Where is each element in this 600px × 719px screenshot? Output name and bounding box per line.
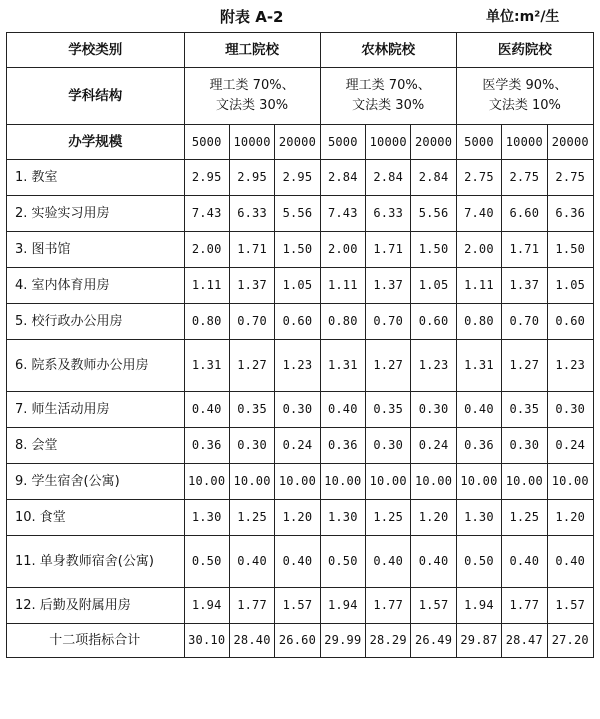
value-cell: 1.20 — [411, 500, 456, 536]
table-row — [7, 304, 594, 340]
value-cell: 6.60 — [502, 196, 547, 232]
table-row — [7, 500, 594, 536]
value-cell: 0.50 — [456, 536, 501, 588]
table-row — [7, 268, 594, 304]
scale-cell: 10000 — [366, 125, 411, 160]
value-cell: 0.70 — [229, 304, 274, 340]
row-label: 7. 师生活动用房 — [7, 392, 185, 428]
row-label: 6. 院系及教师办公用房 — [7, 340, 185, 392]
value-cell: 1.25 — [229, 500, 274, 536]
scale-cell: 5000 — [456, 125, 501, 160]
value-cell: 1.31 — [320, 340, 365, 392]
value-cell: 1.37 — [229, 268, 274, 304]
value-cell: 1.31 — [456, 340, 501, 392]
structure-cell — [320, 68, 456, 125]
group-header: 农林院校 — [320, 33, 456, 68]
value-cell: 28.47 — [502, 624, 547, 658]
value-cell: 7.43 — [320, 196, 365, 232]
value-cell: 1.57 — [547, 588, 594, 624]
structure-label: 学科结构 — [7, 68, 185, 125]
value-cell: 2.84 — [320, 160, 365, 196]
scale-cell: 20000 — [411, 125, 456, 160]
table-row — [7, 428, 594, 464]
unit-label: 单位:m²/生 — [486, 9, 560, 25]
table-row — [7, 196, 594, 232]
total-row — [7, 624, 594, 658]
value-cell: 10.00 — [366, 464, 411, 500]
value-cell: 0.35 — [229, 392, 274, 428]
row-label: 5. 校行政办公用房 — [7, 304, 185, 340]
value-cell: 1.23 — [547, 340, 594, 392]
scale-cell: 20000 — [275, 125, 320, 160]
value-cell: 0.40 — [275, 536, 320, 588]
table-row — [7, 464, 594, 500]
school-type-label: 学校类别 — [7, 33, 185, 68]
value-cell: 1.11 — [456, 268, 501, 304]
value-cell: 29.87 — [456, 624, 501, 658]
group-header: 医药院校 — [456, 33, 593, 68]
structure-line: 文法类 30% — [216, 98, 289, 113]
value-cell: 1.11 — [320, 268, 365, 304]
value-cell: 0.60 — [411, 304, 456, 340]
value-cell: 1.31 — [184, 340, 229, 392]
value-cell: 0.30 — [547, 392, 594, 428]
scale-cell: 5000 — [320, 125, 365, 160]
total-label: 十二项指标合计 — [7, 624, 185, 658]
table-caption — [0, 2, 600, 30]
table-row — [7, 536, 594, 588]
table-row — [7, 588, 594, 624]
value-cell: 1.94 — [320, 588, 365, 624]
value-cell: 0.24 — [275, 428, 320, 464]
value-cell: 0.80 — [320, 304, 365, 340]
value-cell: 2.00 — [184, 232, 229, 268]
value-cell: 1.77 — [366, 588, 411, 624]
value-cell: 1.37 — [502, 268, 547, 304]
area-index-table — [6, 32, 594, 658]
value-cell: 1.23 — [411, 340, 456, 392]
value-cell: 1.11 — [184, 268, 229, 304]
value-cell: 1.30 — [184, 500, 229, 536]
group-header: 理工院校 — [184, 33, 320, 68]
structure-cell — [456, 68, 593, 125]
value-cell: 0.35 — [366, 392, 411, 428]
structure-line: 文法类 30% — [352, 98, 425, 113]
value-cell: 0.40 — [229, 536, 274, 588]
value-cell: 1.37 — [366, 268, 411, 304]
value-cell: 1.05 — [547, 268, 594, 304]
value-cell: 10.00 — [229, 464, 274, 500]
table-row — [7, 392, 594, 428]
value-cell: 10.00 — [184, 464, 229, 500]
value-cell: 10.00 — [456, 464, 501, 500]
value-cell: 1.05 — [411, 268, 456, 304]
value-cell: 2.75 — [547, 160, 594, 196]
value-cell: 1.71 — [366, 232, 411, 268]
value-cell: 0.40 — [502, 536, 547, 588]
value-cell: 26.60 — [275, 624, 320, 658]
scale-cell: 10000 — [502, 125, 547, 160]
value-cell: 0.30 — [411, 392, 456, 428]
value-cell: 1.05 — [275, 268, 320, 304]
value-cell: 1.77 — [502, 588, 547, 624]
structure-line: 理工类 70%、 — [209, 78, 295, 93]
value-cell: 10.00 — [320, 464, 365, 500]
row-label: 8. 会堂 — [7, 428, 185, 464]
value-cell: 0.40 — [547, 536, 594, 588]
value-cell: 2.95 — [229, 160, 274, 196]
value-cell: 1.50 — [411, 232, 456, 268]
value-cell: 5.56 — [275, 196, 320, 232]
value-cell: 0.40 — [411, 536, 456, 588]
value-cell: 7.40 — [456, 196, 501, 232]
row-label: 9. 学生宿舍(公寓) — [7, 464, 185, 500]
row-label: 3. 图书馆 — [7, 232, 185, 268]
value-cell: 6.36 — [547, 196, 594, 232]
value-cell: 1.23 — [275, 340, 320, 392]
value-cell: 0.24 — [411, 428, 456, 464]
value-cell: 0.80 — [184, 304, 229, 340]
value-cell: 2.00 — [320, 232, 365, 268]
value-cell: 0.24 — [547, 428, 594, 464]
row-label: 1. 教室 — [7, 160, 185, 196]
value-cell: 1.71 — [229, 232, 274, 268]
value-cell: 0.60 — [547, 304, 594, 340]
value-cell: 0.30 — [366, 428, 411, 464]
value-cell: 10.00 — [411, 464, 456, 500]
header-row-scale — [7, 125, 594, 160]
value-cell: 0.60 — [275, 304, 320, 340]
value-cell: 1.71 — [502, 232, 547, 268]
value-cell: 0.70 — [366, 304, 411, 340]
value-cell: 0.40 — [456, 392, 501, 428]
value-cell: 1.94 — [456, 588, 501, 624]
table-row — [7, 232, 594, 268]
row-label: 11. 单身教师宿舍(公寓) — [7, 536, 185, 588]
value-cell: 1.94 — [184, 588, 229, 624]
scale-cell: 10000 — [229, 125, 274, 160]
value-cell: 10.00 — [275, 464, 320, 500]
row-label: 12. 后勤及附属用房 — [7, 588, 185, 624]
value-cell: 1.20 — [547, 500, 594, 536]
structure-line: 医学类 90%、 — [482, 78, 568, 93]
value-cell: 7.43 — [184, 196, 229, 232]
value-cell: 2.84 — [411, 160, 456, 196]
value-cell: 0.36 — [184, 428, 229, 464]
value-cell: 28.40 — [229, 624, 274, 658]
value-cell: 0.30 — [502, 428, 547, 464]
value-cell: 28.29 — [366, 624, 411, 658]
value-cell: 0.80 — [456, 304, 501, 340]
value-cell: 1.30 — [456, 500, 501, 536]
value-cell: 1.30 — [320, 500, 365, 536]
value-cell: 0.30 — [229, 428, 274, 464]
row-label: 4. 室内体育用房 — [7, 268, 185, 304]
value-cell: 1.57 — [411, 588, 456, 624]
value-cell: 0.50 — [184, 536, 229, 588]
row-label: 2. 实验实习用房 — [7, 196, 185, 232]
value-cell: 1.77 — [229, 588, 274, 624]
value-cell: 1.25 — [366, 500, 411, 536]
value-cell: 0.36 — [456, 428, 501, 464]
value-cell: 27.20 — [547, 624, 594, 658]
value-cell: 26.49 — [411, 624, 456, 658]
value-cell: 2.75 — [502, 160, 547, 196]
value-cell: 6.33 — [366, 196, 411, 232]
value-cell: 1.57 — [275, 588, 320, 624]
value-cell: 0.36 — [320, 428, 365, 464]
value-cell: 2.00 — [456, 232, 501, 268]
table-row — [7, 340, 594, 392]
value-cell: 5.56 — [411, 196, 456, 232]
value-cell: 1.50 — [547, 232, 594, 268]
value-cell: 29.99 — [320, 624, 365, 658]
row-label: 10. 食堂 — [7, 500, 185, 536]
value-cell: 0.40 — [366, 536, 411, 588]
structure-line: 文法类 10% — [488, 98, 561, 113]
header-row-structure — [7, 68, 594, 125]
value-cell: 0.40 — [320, 392, 365, 428]
value-cell: 2.75 — [456, 160, 501, 196]
scale-cell: 5000 — [184, 125, 229, 160]
value-cell: 10.00 — [547, 464, 594, 500]
table-title: 附表 A-2 — [220, 8, 284, 26]
value-cell: 1.27 — [229, 340, 274, 392]
scale-cell: 20000 — [547, 125, 594, 160]
value-cell: 1.20 — [275, 500, 320, 536]
value-cell: 1.50 — [275, 232, 320, 268]
value-cell: 10.00 — [502, 464, 547, 500]
table-row — [7, 160, 594, 196]
value-cell: 30.10 — [184, 624, 229, 658]
value-cell: 0.50 — [320, 536, 365, 588]
value-cell: 1.27 — [502, 340, 547, 392]
structure-line: 理工类 70%、 — [345, 78, 431, 93]
value-cell: 1.25 — [502, 500, 547, 536]
value-cell: 6.33 — [229, 196, 274, 232]
header-row-school-type — [7, 33, 594, 68]
value-cell: 2.84 — [366, 160, 411, 196]
value-cell: 1.27 — [366, 340, 411, 392]
value-cell: 2.95 — [184, 160, 229, 196]
value-cell: 0.40 — [184, 392, 229, 428]
value-cell: 0.70 — [502, 304, 547, 340]
value-cell: 2.95 — [275, 160, 320, 196]
value-cell: 0.30 — [275, 392, 320, 428]
value-cell: 0.35 — [502, 392, 547, 428]
structure-cell — [184, 68, 320, 125]
scale-label: 办学规模 — [7, 125, 185, 160]
